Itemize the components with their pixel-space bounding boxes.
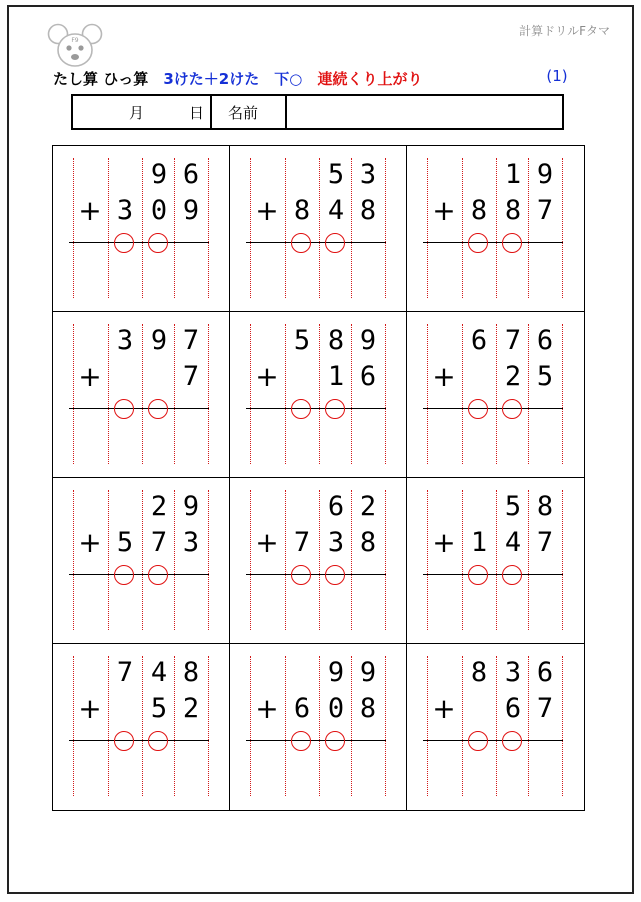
guide-line xyxy=(385,324,386,464)
guide-line xyxy=(496,324,497,464)
carry-circle[interactable] xyxy=(325,233,345,253)
separator xyxy=(210,96,212,128)
top-digit: 6 xyxy=(327,491,345,522)
bottom-digit: 8 xyxy=(504,195,522,226)
bottom-digit: 0 xyxy=(150,195,168,226)
guide-line xyxy=(319,656,320,796)
carry-circle[interactable] xyxy=(468,731,488,751)
bottom-digit: 1 xyxy=(327,361,345,392)
bottom-digit: 7 xyxy=(150,527,168,558)
top-digit: 6 xyxy=(182,159,200,190)
bottom-digit: 8 xyxy=(470,195,488,226)
guide-line xyxy=(285,490,286,630)
title-operation: たし算 ひっ算 xyxy=(53,70,149,88)
guide-line xyxy=(174,324,175,464)
guide-line xyxy=(108,324,109,464)
carry-circle[interactable] xyxy=(114,565,134,585)
answer-line xyxy=(246,740,386,741)
carry-circle[interactable] xyxy=(325,731,345,751)
guide-line xyxy=(462,158,463,298)
carry-circle[interactable] xyxy=(502,399,522,419)
title-position: 下○ xyxy=(274,70,303,88)
bottom-digit: 3 xyxy=(182,527,200,558)
guide-line xyxy=(73,656,74,796)
bottom-digit: 7 xyxy=(536,195,554,226)
svg-text:F9: F9 xyxy=(71,37,79,44)
guide-line xyxy=(528,158,529,298)
guide-line xyxy=(496,656,497,796)
guide-line xyxy=(250,490,251,630)
answer-line xyxy=(69,740,209,741)
brand-label: 計算ドリルFタマ xyxy=(519,24,610,38)
plus-sign: + xyxy=(255,360,279,393)
problem-cell xyxy=(407,644,584,810)
carry-circle[interactable] xyxy=(502,233,522,253)
guide-line xyxy=(351,490,352,630)
plus-sign: + xyxy=(255,194,279,227)
guide-line xyxy=(427,158,428,298)
guide-line xyxy=(462,490,463,630)
top-digit: 9 xyxy=(359,325,377,356)
name-label: 名前 xyxy=(228,104,259,122)
problem-cell xyxy=(230,644,407,810)
top-digit: 6 xyxy=(536,325,554,356)
bottom-digit: 6 xyxy=(359,361,377,392)
plus-sign: + xyxy=(255,526,279,559)
guide-line xyxy=(208,158,209,298)
plus-sign: + xyxy=(78,692,102,725)
answer-line xyxy=(423,242,563,243)
guide-line xyxy=(319,158,320,298)
guide-line xyxy=(73,158,74,298)
guide-line xyxy=(285,158,286,298)
top-digit: 9 xyxy=(327,657,345,688)
carry-circle[interactable] xyxy=(468,565,488,585)
plus-sign: + xyxy=(255,692,279,725)
answer-line xyxy=(69,408,209,409)
title-carry-type: 連続くり上がり xyxy=(317,70,423,88)
separator xyxy=(285,96,287,128)
guide-line xyxy=(562,490,563,630)
guide-line xyxy=(250,324,251,464)
problem-cell xyxy=(230,146,407,312)
guide-line xyxy=(427,490,428,630)
bottom-digit: 7 xyxy=(293,527,311,558)
carry-circle[interactable] xyxy=(502,731,522,751)
top-digit: 7 xyxy=(182,325,200,356)
guide-line xyxy=(142,324,143,464)
guide-line xyxy=(285,324,286,464)
problem-cell xyxy=(407,478,584,644)
problem-cell xyxy=(53,644,230,810)
guide-line xyxy=(528,656,529,796)
answer-line xyxy=(423,574,563,575)
bottom-digit: 1 xyxy=(470,527,488,558)
plus-sign: + xyxy=(432,360,456,393)
guide-line xyxy=(427,656,428,796)
answer-line xyxy=(423,740,563,741)
top-digit: 9 xyxy=(536,159,554,190)
carry-circle[interactable] xyxy=(114,731,134,751)
guide-line xyxy=(562,656,563,796)
plus-sign: + xyxy=(432,194,456,227)
top-digit: 6 xyxy=(536,657,554,688)
plus-sign: + xyxy=(78,194,102,227)
guide-line xyxy=(208,490,209,630)
guide-line xyxy=(562,324,563,464)
top-digit: 8 xyxy=(470,657,488,688)
guide-line xyxy=(351,158,352,298)
top-digit: 9 xyxy=(150,159,168,190)
top-digit: 9 xyxy=(359,657,377,688)
guide-line xyxy=(108,158,109,298)
top-digit: 8 xyxy=(327,325,345,356)
guide-line xyxy=(73,490,74,630)
guide-line xyxy=(351,656,352,796)
guide-line xyxy=(385,158,386,298)
carry-circle[interactable] xyxy=(291,565,311,585)
worksheet-title xyxy=(53,68,433,92)
guide-line xyxy=(174,490,175,630)
top-digit: 3 xyxy=(116,325,134,356)
bottom-digit: 2 xyxy=(182,693,200,724)
carry-circle[interactable] xyxy=(114,399,134,419)
bottom-digit: 8 xyxy=(359,195,377,226)
answer-line xyxy=(69,242,209,243)
bottom-digit: 6 xyxy=(504,693,522,724)
carry-circle[interactable] xyxy=(291,399,311,419)
guide-line xyxy=(319,324,320,464)
bottom-digit: 8 xyxy=(359,693,377,724)
top-digit: 2 xyxy=(150,491,168,522)
bottom-digit: 7 xyxy=(536,527,554,558)
top-digit: 3 xyxy=(504,657,522,688)
guide-line xyxy=(385,490,386,630)
guide-line xyxy=(462,324,463,464)
guide-line xyxy=(496,158,497,298)
guide-line xyxy=(142,656,143,796)
answer-line xyxy=(246,574,386,575)
month-label: 月 xyxy=(129,104,145,122)
plus-sign: + xyxy=(432,692,456,725)
guide-line xyxy=(285,656,286,796)
carry-circle[interactable] xyxy=(502,565,522,585)
guide-line xyxy=(528,324,529,464)
top-digit: 5 xyxy=(293,325,311,356)
bottom-digit: 8 xyxy=(359,527,377,558)
answer-line xyxy=(423,408,563,409)
guide-line xyxy=(208,324,209,464)
bottom-digit: 3 xyxy=(327,527,345,558)
title-digits: 3けた＋2けた xyxy=(163,70,260,88)
carry-circle[interactable] xyxy=(291,731,311,751)
guide-line xyxy=(108,656,109,796)
bottom-digit: 9 xyxy=(182,195,200,226)
carry-circle[interactable] xyxy=(148,399,168,419)
guide-line xyxy=(208,656,209,796)
top-digit: 9 xyxy=(150,325,168,356)
guide-line xyxy=(462,656,463,796)
top-digit: 7 xyxy=(116,657,134,688)
bottom-digit: 7 xyxy=(536,693,554,724)
carry-circle[interactable] xyxy=(468,399,488,419)
carry-circle[interactable] xyxy=(148,731,168,751)
carry-circle[interactable] xyxy=(148,565,168,585)
plus-sign: + xyxy=(78,526,102,559)
bottom-digit: 2 xyxy=(504,361,522,392)
top-digit: 9 xyxy=(182,491,200,522)
problem-cell xyxy=(53,146,230,312)
bottom-digit: 5 xyxy=(536,361,554,392)
carry-circle[interactable] xyxy=(468,233,488,253)
carry-circle[interactable] xyxy=(114,233,134,253)
guide-line xyxy=(174,158,175,298)
top-digit: 4 xyxy=(150,657,168,688)
sheet-number: (1) xyxy=(546,67,568,85)
guide-line xyxy=(319,490,320,630)
problem-cell xyxy=(53,312,230,478)
guide-line xyxy=(73,324,74,464)
top-digit: 6 xyxy=(470,325,488,356)
guide-line xyxy=(528,490,529,630)
top-digit: 5 xyxy=(504,491,522,522)
guide-line xyxy=(496,490,497,630)
bottom-digit: 5 xyxy=(116,527,134,558)
problem-cell xyxy=(407,312,584,478)
bottom-digit: 4 xyxy=(327,195,345,226)
carry-circle[interactable] xyxy=(325,399,345,419)
guide-line xyxy=(351,324,352,464)
day-label: 日 xyxy=(189,104,205,122)
carry-circle[interactable] xyxy=(325,565,345,585)
carry-circle[interactable] xyxy=(291,233,311,253)
guide-line xyxy=(250,158,251,298)
top-digit: 8 xyxy=(182,657,200,688)
top-digit: 1 xyxy=(504,159,522,190)
guide-line xyxy=(385,656,386,796)
plus-sign: + xyxy=(78,360,102,393)
bottom-digit: 6 xyxy=(293,693,311,724)
bottom-digit: 5 xyxy=(150,693,168,724)
problem-cell xyxy=(407,146,584,312)
plus-sign: + xyxy=(432,526,456,559)
top-digit: 3 xyxy=(359,159,377,190)
top-digit: 7 xyxy=(504,325,522,356)
guide-line xyxy=(142,158,143,298)
guide-line xyxy=(427,324,428,464)
guide-line xyxy=(108,490,109,630)
problem-cell xyxy=(53,478,230,644)
name-date-box xyxy=(71,94,564,130)
guide-line xyxy=(562,158,563,298)
bottom-digit: 8 xyxy=(293,195,311,226)
guide-line xyxy=(250,656,251,796)
bottom-digit: 0 xyxy=(327,693,345,724)
mouse-face-icon xyxy=(47,20,103,72)
top-digit: 8 xyxy=(536,491,554,522)
carry-circle[interactable] xyxy=(148,233,168,253)
problem-cell xyxy=(230,312,407,478)
answer-line xyxy=(246,408,386,409)
top-digit: 5 xyxy=(327,159,345,190)
problem-grid xyxy=(52,145,585,811)
top-digit: 2 xyxy=(359,491,377,522)
bottom-digit: 3 xyxy=(116,195,134,226)
guide-line xyxy=(174,656,175,796)
bottom-digit: 7 xyxy=(182,361,200,392)
guide-line xyxy=(142,490,143,630)
problem-cell xyxy=(230,478,407,644)
bottom-digit: 4 xyxy=(504,527,522,558)
answer-line xyxy=(246,242,386,243)
answer-line xyxy=(69,574,209,575)
